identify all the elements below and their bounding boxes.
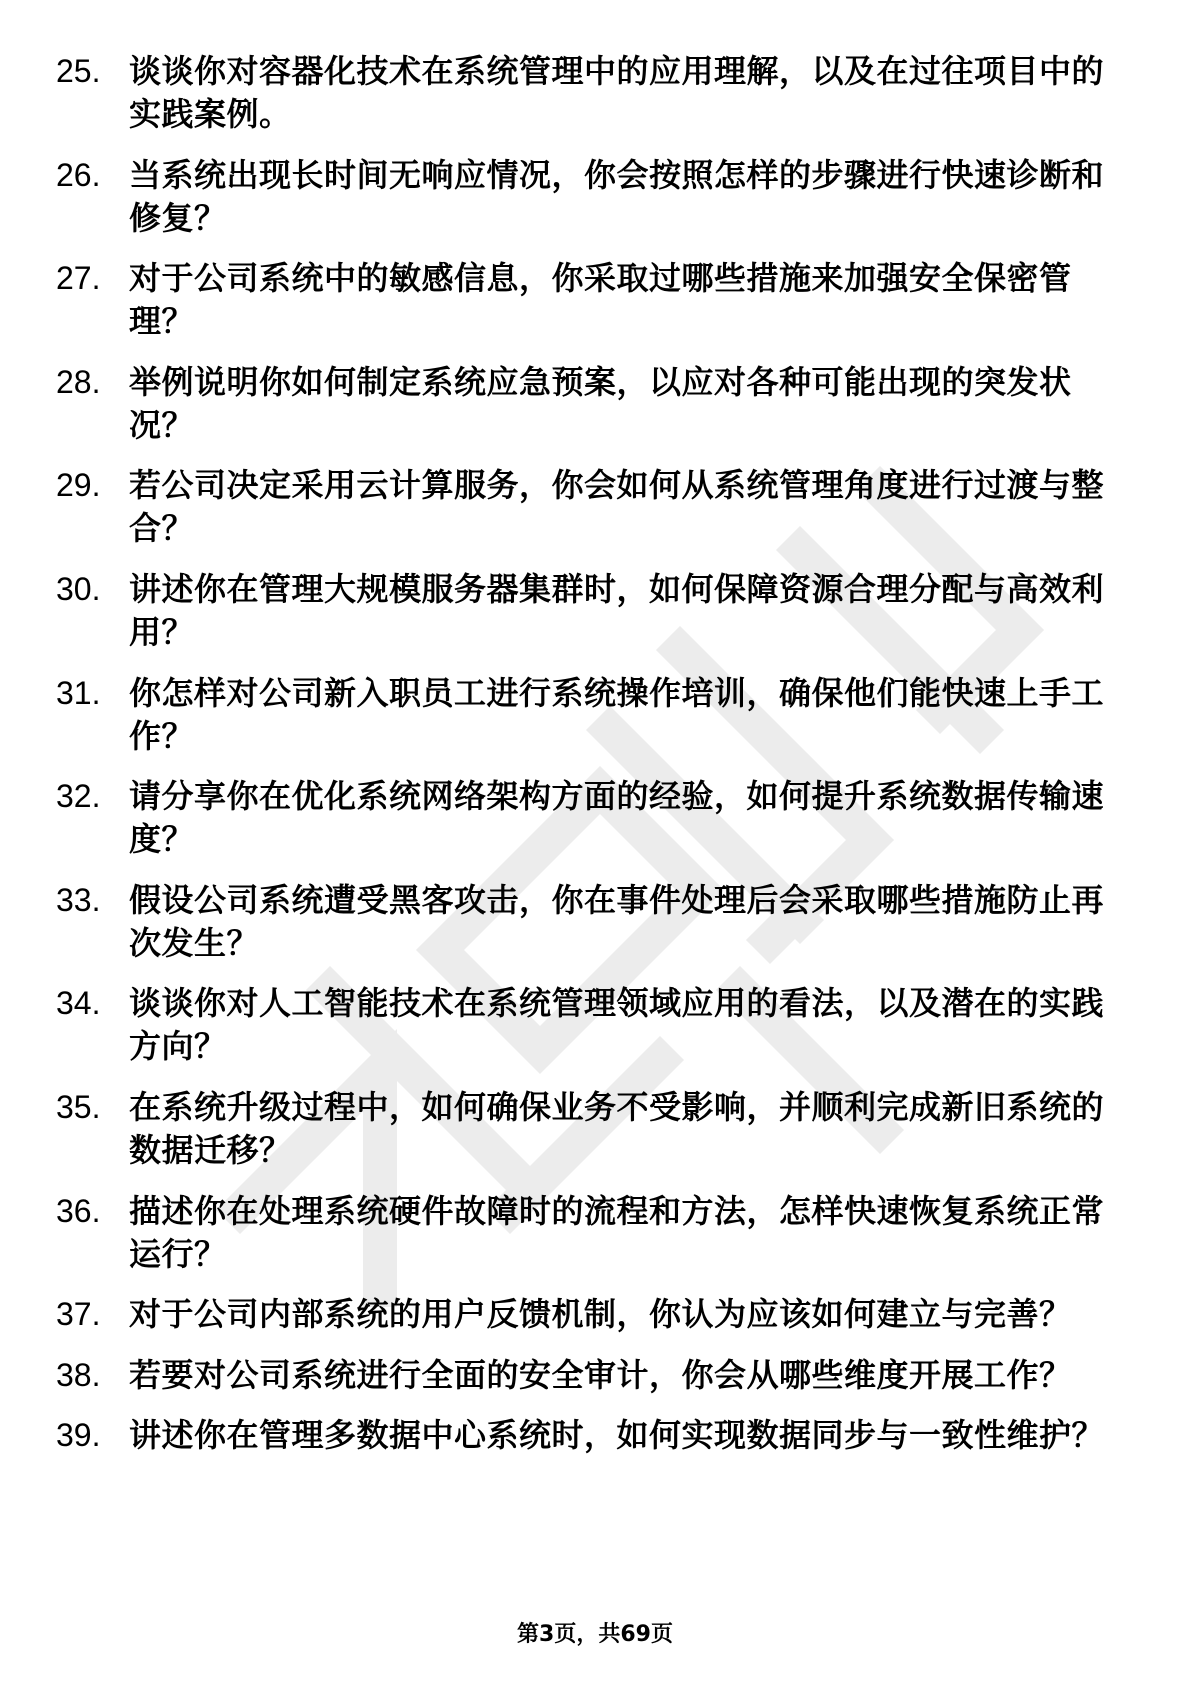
question-number: 38. bbox=[56, 1356, 101, 1393]
question-item bbox=[56, 879, 1136, 965]
question-text: 假设公司系统遭受黑客攻击，你在事件处理后会采取哪些措施防止再次发生？ bbox=[129, 880, 1105, 962]
question-number: 31. bbox=[56, 674, 101, 711]
question-item bbox=[56, 672, 1136, 758]
question-item bbox=[56, 154, 1136, 240]
question-text: 讲述你在管理大规模服务器集群时，如何保障资源合理分配与高效利用？ bbox=[129, 569, 1105, 651]
question-number: 27. bbox=[56, 260, 101, 297]
question-number: 29. bbox=[56, 467, 101, 504]
question-list bbox=[56, 50, 1136, 1475]
question-item bbox=[56, 568, 1136, 654]
question-item bbox=[56, 982, 1136, 1068]
question-number: 39. bbox=[56, 1417, 101, 1454]
question-number: 30. bbox=[56, 570, 101, 607]
question-text: 举例说明你如何制定系统应急预案，以应对各种可能出现的突发状况？ bbox=[129, 362, 1072, 444]
page-footer: 第3页，共69页 bbox=[517, 1622, 673, 1647]
question-number: 33. bbox=[56, 881, 101, 918]
question-item bbox=[56, 257, 1136, 343]
question-item bbox=[56, 1414, 1136, 1457]
question-number: 35. bbox=[56, 1088, 101, 1125]
question-item bbox=[56, 1354, 1136, 1397]
question-number: 25. bbox=[56, 53, 101, 89]
question-item bbox=[56, 1086, 1136, 1172]
question-text: 当系统出现长时间无响应情况，你会按照怎样的步骤进行快速诊断和修复？ bbox=[129, 155, 1105, 237]
question-item bbox=[56, 1190, 1136, 1276]
question-item bbox=[56, 50, 1136, 136]
question-number: 26. bbox=[56, 156, 101, 193]
question-text: 对于公司系统中的敏感信息，你采取过哪些措施来加强安全保密管理？ bbox=[129, 259, 1072, 341]
question-item bbox=[56, 464, 1136, 550]
question-text: 谈谈你对容器化技术在系统管理中的应用理解，以及在过往项目中的实践案例。 bbox=[129, 52, 1105, 133]
question-text: 描述你在处理系统硬件故障时的流程和方法，怎样快速恢复系统正常运行？ bbox=[129, 1191, 1105, 1273]
question-number: 34. bbox=[56, 985, 101, 1022]
question-text: 讲述你在管理多数据中心系统时，如何实现数据同步与一致性维护？ bbox=[129, 1416, 1105, 1455]
question-text: 若要对公司系统进行全面的安全审计，你会从哪些维度开展工作？ bbox=[129, 1355, 1072, 1394]
question-item bbox=[56, 775, 1136, 861]
question-text: 你怎样对公司新入职员工进行系统操作培训，确保他们能快速上手工作？ bbox=[129, 673, 1105, 755]
question-number: 32. bbox=[56, 778, 101, 815]
question-number: 37. bbox=[56, 1296, 101, 1333]
question-number: 28. bbox=[56, 363, 101, 400]
question-text: 谈谈你对人工智能技术在系统管理领域应用的看法，以及潜在的实践方向？ bbox=[129, 984, 1105, 1066]
question-text: 若公司决定采用云计算服务，你会如何从系统管理角度进行过渡与整合？ bbox=[129, 466, 1105, 548]
question-number: 36. bbox=[56, 1192, 101, 1229]
question-item bbox=[56, 1293, 1136, 1336]
question-text: 对于公司内部系统的用户反馈机制，你认为应该如何建立与完善？ bbox=[129, 1295, 1072, 1334]
question-text: 请分享你在优化系统网络架构方面的经验，如何提升系统数据传输速度？ bbox=[129, 777, 1105, 859]
question-text: 在系统升级过程中，如何确保业务不受影响，并顺利完成新旧系统的数据迁移？ bbox=[129, 1087, 1105, 1169]
question-item bbox=[56, 361, 1136, 447]
